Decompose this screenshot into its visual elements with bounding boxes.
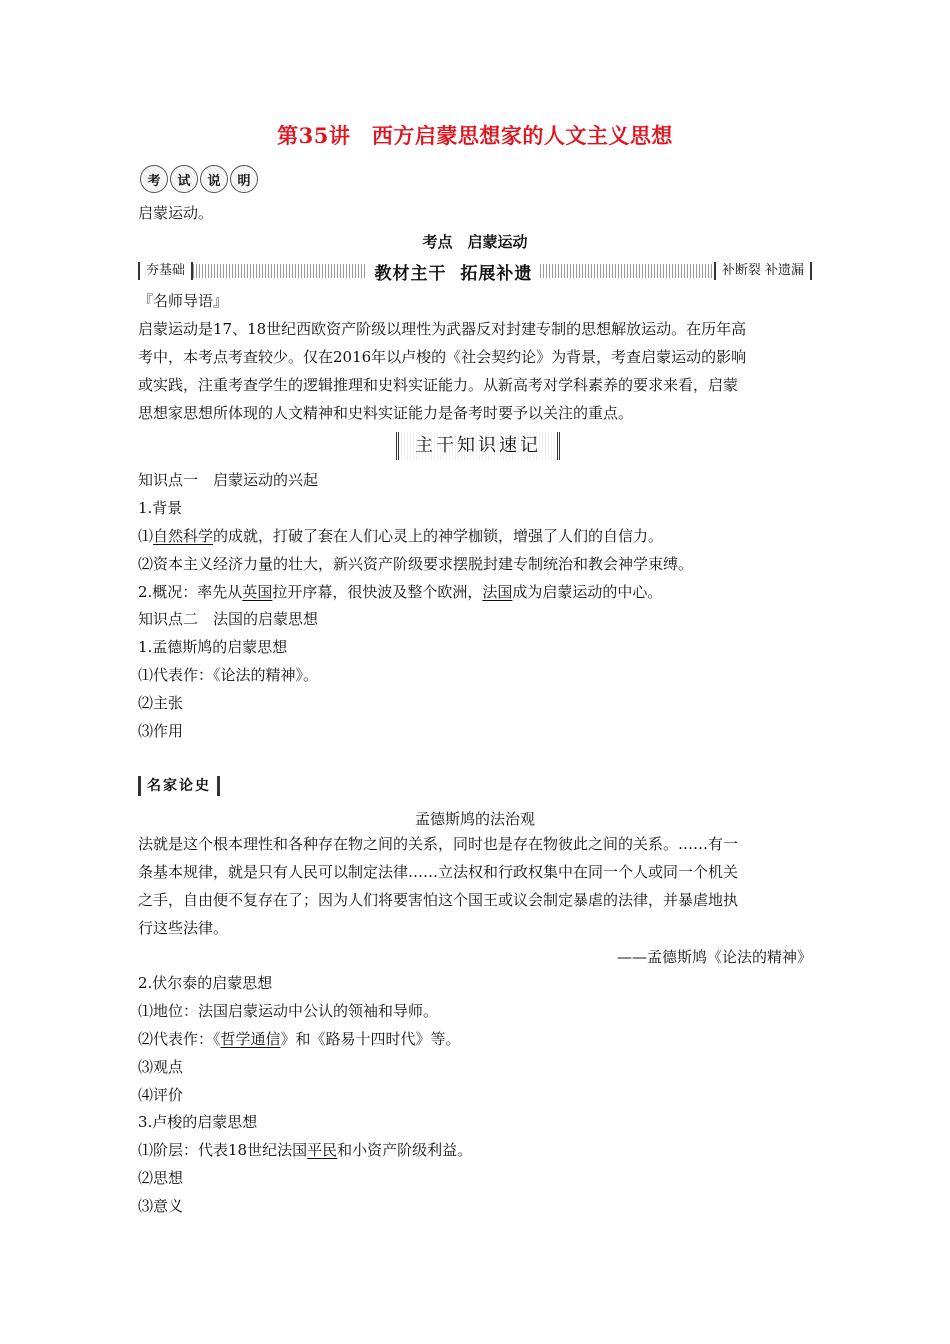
montesquieu-item-3: ⑶作用 [138, 722, 184, 740]
text-span: 和小资产阶级利益。 [337, 1141, 473, 1159]
voltaire-item-2 [138, 1025, 461, 1053]
text-span: ⑴ [138, 527, 154, 545]
voltaire-item-3: ⑶观点 [138, 1058, 184, 1076]
voltaire-heading: 2.伏尔泰的启蒙思想 [138, 974, 273, 992]
underlined-term: 平民 [307, 1141, 338, 1159]
text-span: ⑵代表作：《 [138, 1030, 221, 1048]
underlined-term: 法国 [482, 583, 513, 601]
badge-char: 明 [230, 165, 258, 193]
kp1-item-1 [138, 522, 663, 550]
mingshi-line: 思想家思想所体现的人文精神和史料实证能力是备考时要予以关注的重点。 [138, 404, 634, 422]
lesson-title: 第35讲 西方启蒙思想家的人文主义思想 [277, 123, 673, 148]
montesquieu-item-1: ⑴代表作：《论法的精神》。 [138, 666, 319, 684]
band-fill-left [193, 264, 367, 278]
kp1-item-2: ⑵资本主义经济力量的壮大，新兴资产阶级要求摆脱封建专制统治和教会神学束缚。 [138, 555, 694, 573]
kp1-background: 1.背景 [138, 499, 183, 517]
band-left-label: 夯基础 [138, 262, 193, 280]
exam-description-badge [140, 165, 260, 191]
mingshi-line: 考中，本考点考查较少。仅在2016年以卢梭的《社会契约论》为背景，考查启蒙运动的影响 [138, 348, 747, 366]
underlined-term: 哲学通信 [220, 1030, 281, 1048]
band-right-label: 补断裂 补遗漏 [714, 262, 812, 280]
mingjia-title: 孟德斯鸠的法治观 [414, 810, 535, 828]
mingjia-label: 名家论史 [138, 776, 220, 796]
rousseau-item-1 [138, 1136, 472, 1164]
band-fill-right [540, 264, 714, 278]
badge-char: 说 [200, 165, 228, 193]
underlined-term: 自然科学 [153, 527, 214, 545]
text-span: ⑴阶层：代表18世纪法国 [138, 1141, 308, 1159]
badge-char: 考 [140, 165, 168, 193]
quote-line: 行这些法律。 [138, 919, 229, 937]
kaodian-heading: 考点 启蒙运动 [422, 233, 528, 251]
kp1-heading: 知识点一 启蒙运动的兴起 [138, 471, 319, 489]
underlined-term: 英国 [242, 583, 273, 601]
quote-line: 之手，自由便不复存在了；因为人们将要害怕这个国王或议会制定暴虐的法律，并暴虐地执 [138, 891, 739, 909]
text-span: 成为启蒙运动的中心。 [512, 583, 663, 601]
rousseau-item-3: ⑶意义 [138, 1197, 184, 1215]
text-span: 拉开序幕，很快波及整个欧洲， [272, 583, 483, 601]
voltaire-item-1: ⑴地位：法国启蒙运动中公认的领袖和导师。 [138, 1002, 439, 1020]
badge-char: 试 [170, 165, 198, 193]
exam-note: 启蒙运动。 [138, 204, 214, 222]
section-band [138, 261, 812, 284]
montesquieu-item-2: ⑵主张 [138, 694, 184, 712]
section-title-box: 主干知识速记 [396, 432, 560, 460]
kp2-heading: 知识点二 法国的启蒙思想 [138, 610, 319, 628]
mingshi-label: 『名师导语』 [138, 292, 229, 310]
rousseau-item-2: ⑵思想 [138, 1169, 184, 1187]
quote-line: 条基本规律，就是只有人民可以制定法律……立法权和行政权集中在同一个人或同一个机关 [138, 863, 739, 881]
kp1-overview [138, 578, 662, 606]
band-middle-label: 教材主干 拓展补遗 [374, 263, 533, 284]
quote-source: ——孟德斯鸠《论法的精神》 [616, 948, 812, 966]
voltaire-item-4: ⑷评价 [138, 1086, 184, 1104]
rousseau-heading: 3.卢梭的启蒙思想 [138, 1113, 258, 1131]
montesquieu-heading: 1.孟德斯鸠的启蒙思想 [138, 638, 288, 656]
quote-line: 法就是这个根本理性和各种存在物之间的关系，同时也是存在物彼此之间的关系。……有一 [138, 835, 739, 853]
mingshi-line: 启蒙运动是17、18世纪西欧资产阶级以理性为武器反对封建专制的思想解放运动。在历年高 [138, 320, 747, 338]
text-span: 2.概况：率先从 [138, 583, 243, 601]
text-span: 的成就，打破了套在人们心灵上的神学枷锁，增强了人们的自信力。 [213, 527, 664, 545]
text-span: 》和《路易十四时代》等。 [280, 1030, 461, 1048]
mingshi-line: 或实践，注重考查学生的逻辑推理和史料实证能力。从新高考对学科素养的要求来看，启蒙 [138, 376, 739, 394]
